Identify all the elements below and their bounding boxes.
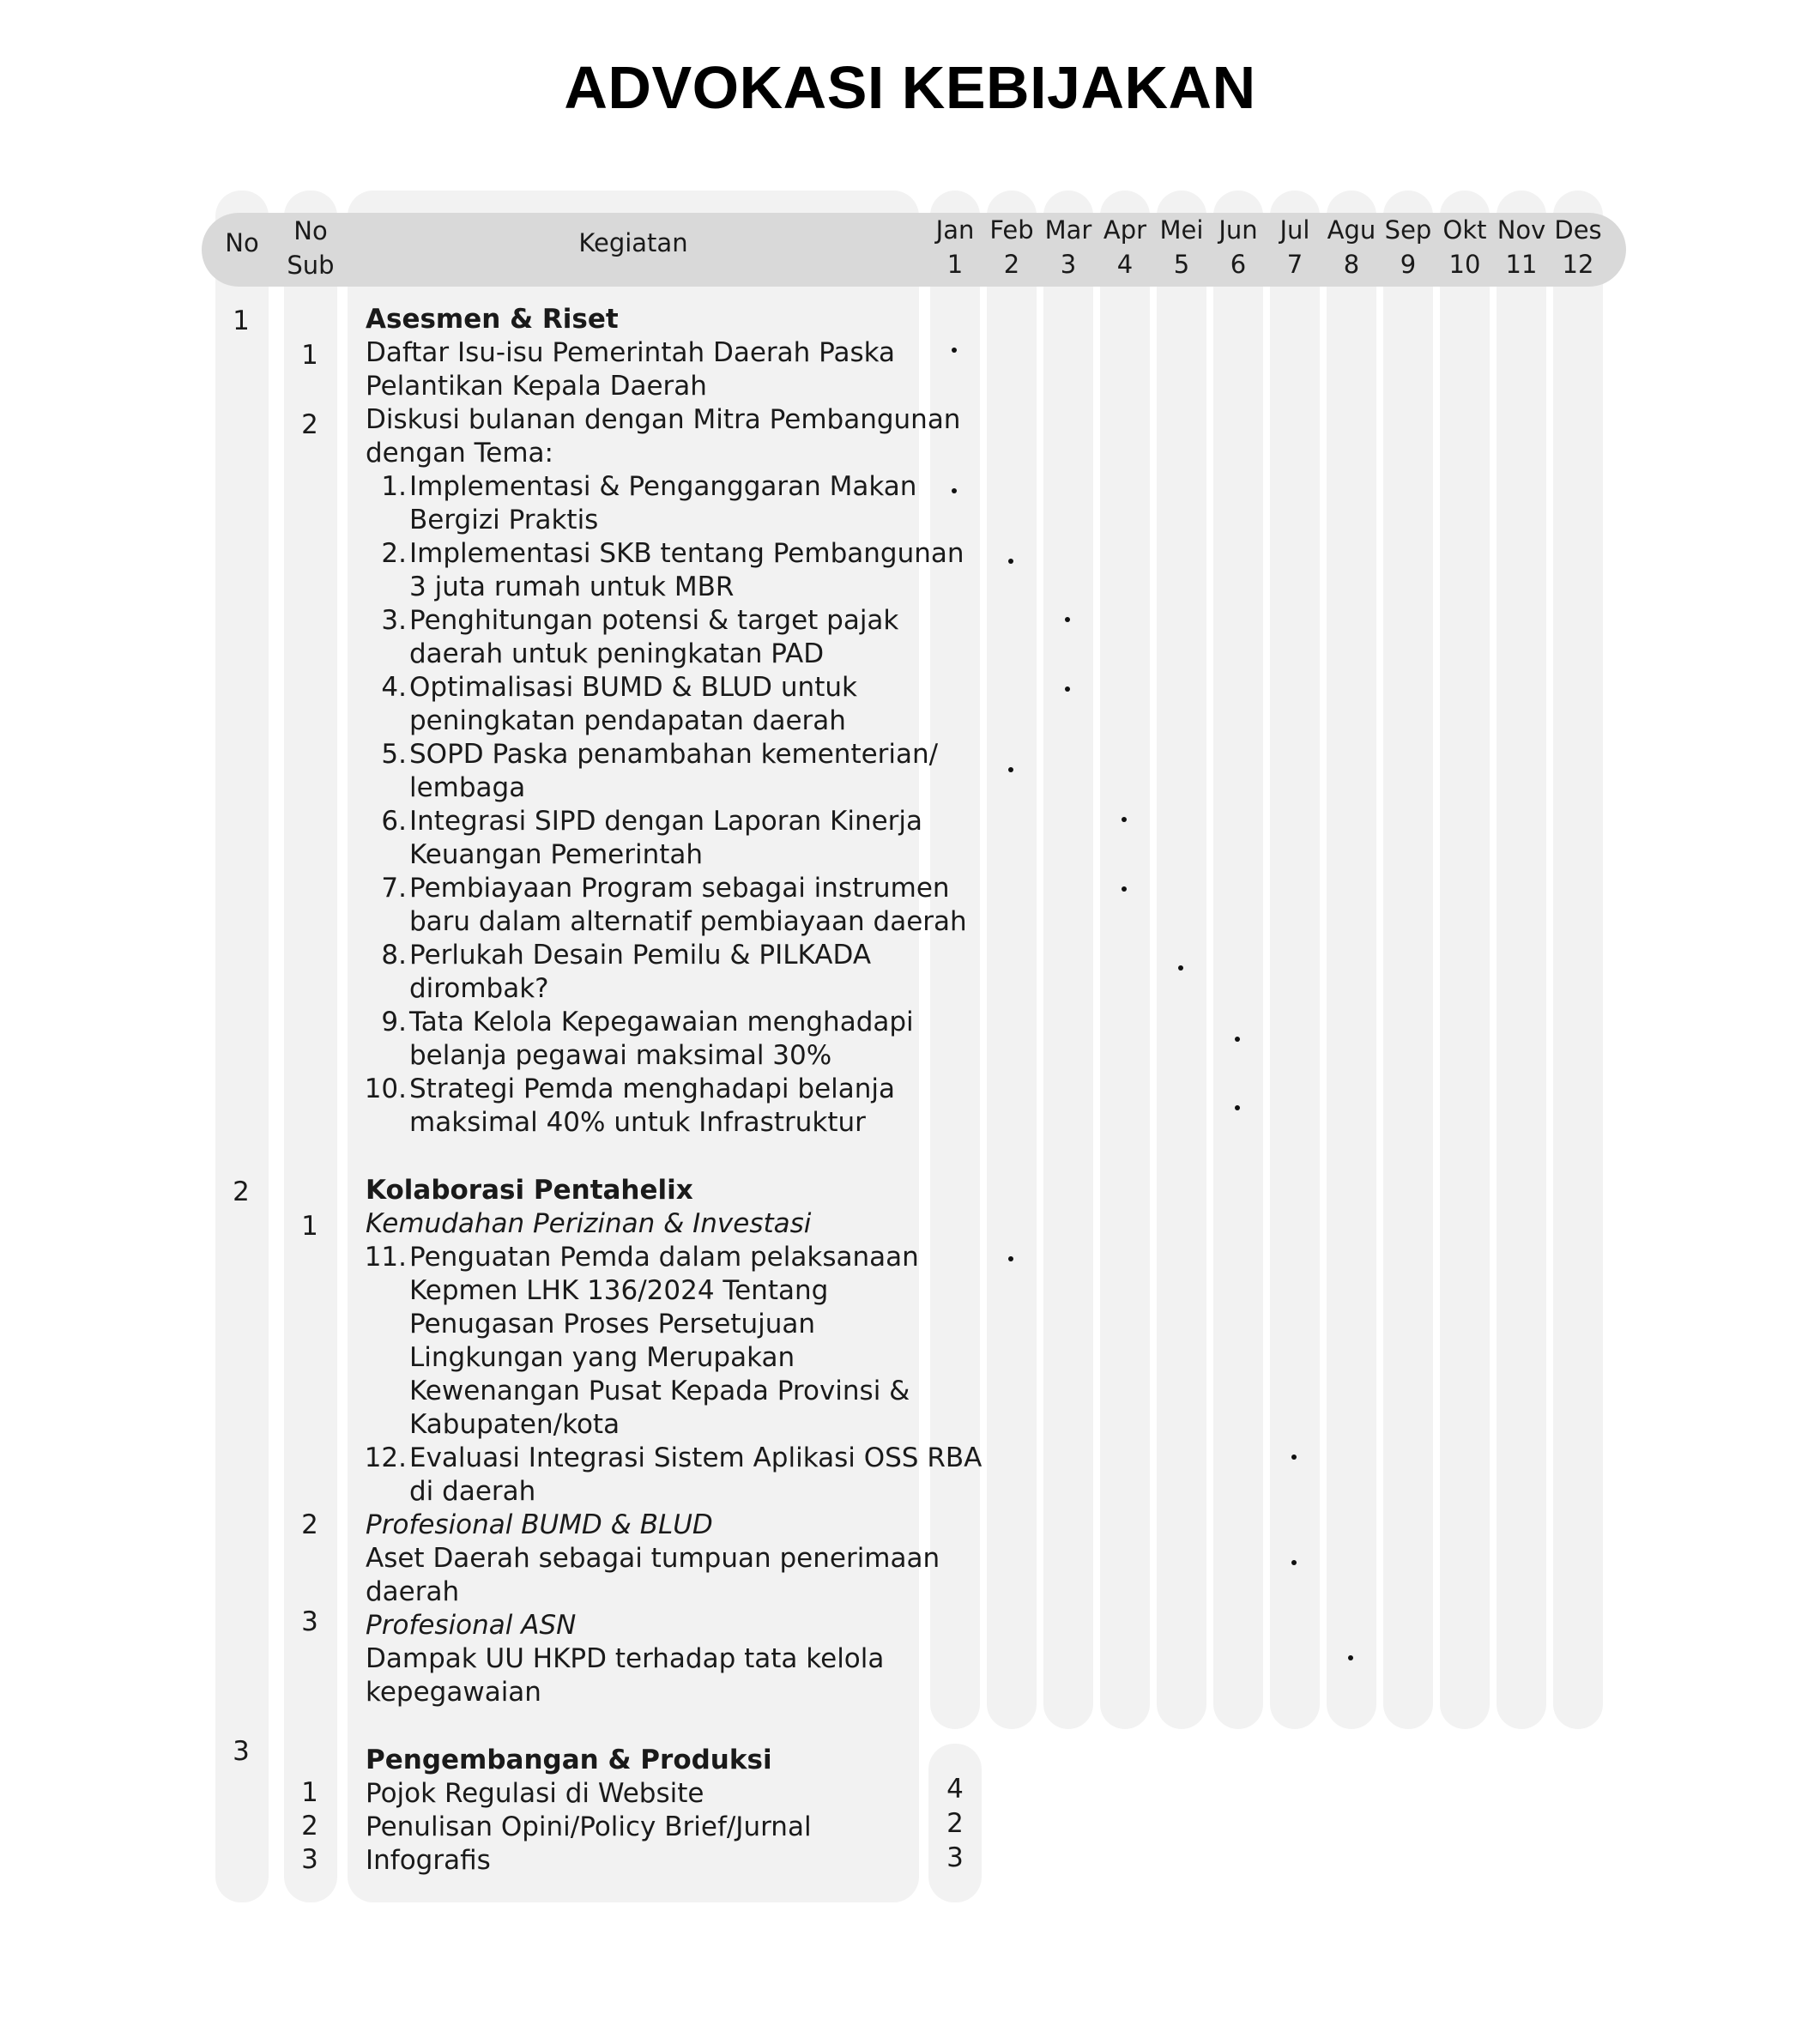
schedule-dot bbox=[1122, 886, 1127, 892]
schedule-dot bbox=[1235, 1105, 1240, 1110]
section-1-sub-2-line2: dengan Tema: bbox=[366, 438, 553, 469]
header-month-name: Apr bbox=[1103, 215, 1147, 245]
list-item-number: 8. bbox=[381, 940, 407, 971]
list-item-text: Implementasi SKB tentang Pembangunan bbox=[409, 538, 964, 569]
schedule-dot bbox=[1122, 817, 1127, 822]
list-item-number: 12. bbox=[364, 1442, 407, 1473]
section-1-sub-1-line2: Pelantikan Kepala Daerah bbox=[366, 371, 707, 402]
list-item-text: Kepmen LHK 136/2024 Tentang bbox=[409, 1275, 829, 1306]
schedule-dot bbox=[1291, 1560, 1297, 1565]
header-month-name: Jul bbox=[1279, 215, 1310, 245]
list-item-number: 5. bbox=[381, 739, 407, 770]
page-title: ADVOKASI KEBIJAKAN bbox=[564, 54, 1256, 121]
list-item-number: 11. bbox=[364, 1242, 407, 1273]
section-3-sub-2-count: 2 bbox=[946, 1808, 964, 1839]
list-item-text: Perlukah Desain Pemilu & PILKADA bbox=[409, 940, 872, 971]
section-1-title: Asesmen & Riset bbox=[366, 304, 619, 335]
section-3-sub-3-label: Infografis bbox=[366, 1845, 491, 1876]
header-month-number: 6 bbox=[1230, 250, 1247, 279]
header-month-number: 2 bbox=[1003, 250, 1020, 279]
list-item-text: di daerah bbox=[409, 1476, 536, 1507]
list-item-text: Implementasi & Penganggaran Makan bbox=[409, 471, 917, 502]
header-month-number: 7 bbox=[1286, 250, 1303, 279]
header-month-number: 4 bbox=[1116, 250, 1134, 279]
list-item-text: baru dalam alternatif pembiayaan daerah bbox=[409, 906, 967, 937]
month-column-2 bbox=[987, 191, 1037, 1729]
schedule-dot bbox=[1065, 686, 1070, 692]
section-2-sub-3-no: 3 bbox=[301, 1606, 318, 1637]
month-column-11 bbox=[1497, 191, 1546, 1729]
col-no-bg bbox=[215, 191, 269, 1902]
list-item-text: Keuangan Pemerintah bbox=[409, 839, 704, 870]
month-column-5 bbox=[1157, 191, 1206, 1729]
month-column-7 bbox=[1270, 191, 1320, 1729]
schedule-dot bbox=[952, 488, 957, 493]
list-item-text: dirombak? bbox=[409, 973, 549, 1004]
section-1-sub-2-no: 2 bbox=[301, 409, 318, 440]
month-column-6 bbox=[1213, 191, 1263, 1729]
list-item-text: Lingkungan yang Merupakan bbox=[409, 1342, 795, 1373]
section-2-sub-2-line1: Aset Daerah sebagai tumpuan penerimaan bbox=[366, 1543, 940, 1574]
header-month-name: Okt bbox=[1442, 215, 1487, 245]
header-month-name: Sep bbox=[1384, 215, 1432, 245]
section-2-title: Kolaborasi Pentahelix bbox=[366, 1175, 693, 1206]
list-item-text: Bergizi Praktis bbox=[409, 505, 599, 535]
schedule-dot bbox=[1065, 617, 1070, 622]
schedule-dot bbox=[1178, 965, 1183, 971]
list-item-text: daerah untuk peningkatan PAD bbox=[409, 638, 825, 669]
schedule-dot bbox=[1235, 1037, 1240, 1042]
list-item-text: Pembiayaan Program sebagai instrumen bbox=[409, 873, 950, 904]
list-item-text: maksimal 40% untuk Infrastruktur bbox=[409, 1107, 866, 1138]
header-month-name: Des bbox=[1554, 215, 1602, 245]
list-item-text: Integrasi SIPD dengan Laporan Kinerja bbox=[409, 806, 923, 837]
header-month-number: 11 bbox=[1505, 250, 1538, 279]
month-column-3 bbox=[1043, 191, 1093, 1729]
section-2-sub-3-heading: Profesional ASN bbox=[366, 1610, 577, 1641]
section-2-sub-1-no: 1 bbox=[301, 1211, 318, 1242]
section-2-sub-2-line2: daerah bbox=[366, 1576, 460, 1607]
section-2-sub-2-heading: Profesional BUMD & BLUD bbox=[366, 1509, 713, 1540]
list-item-text: SOPD Paska penambahan kementerian/ bbox=[409, 739, 939, 770]
section-2-sub-3-line2: kepegawaian bbox=[366, 1677, 541, 1708]
section-3-sub-1-label: Pojok Regulasi di Website bbox=[366, 1778, 704, 1809]
schedule-dot bbox=[1008, 767, 1013, 772]
section-2-sub-1-heading: Kemudahan Perizinan & Investasi bbox=[366, 1208, 812, 1239]
section-1-sub-1-line1: Daftar Isu-isu Pemerintah Daerah Paska bbox=[366, 337, 896, 368]
header-month-name: Jun bbox=[1218, 215, 1258, 245]
list-item-text: Penguatan Pemda dalam pelaksanaan bbox=[409, 1242, 919, 1273]
month-column-4 bbox=[1100, 191, 1150, 1729]
header-month-name: Feb bbox=[989, 215, 1034, 245]
schedule-dot bbox=[1008, 559, 1013, 564]
list-item-text: peningkatan pendapatan daerah bbox=[409, 705, 846, 736]
header-month-number: 3 bbox=[1060, 250, 1077, 279]
section-3-sub-2-no: 2 bbox=[301, 1811, 318, 1842]
month-column-8 bbox=[1327, 191, 1376, 1729]
list-item-text: lembaga bbox=[409, 772, 526, 803]
header-month-name: Agu bbox=[1327, 215, 1376, 245]
header-no-sub-line2: Sub bbox=[287, 251, 335, 280]
list-item-text: Optimalisasi BUMD & BLUD untuk bbox=[409, 672, 857, 703]
schedule-dot bbox=[1348, 1655, 1353, 1660]
list-item-text: Tata Kelola Kepegawaian menghadapi bbox=[409, 1007, 914, 1037]
header-month-number: 5 bbox=[1173, 250, 1190, 279]
list-item-number: 3. bbox=[381, 605, 407, 636]
section-1-no: 1 bbox=[233, 305, 250, 336]
month-column-12 bbox=[1553, 191, 1603, 1729]
header-kegiatan: Kegiatan bbox=[578, 228, 688, 257]
section-1-sub-2-line1: Diskusi bulanan dengan Mitra Pembangunan bbox=[366, 404, 961, 435]
section-3-title: Pengembangan & Produksi bbox=[366, 1745, 772, 1775]
section-3-no: 3 bbox=[233, 1736, 250, 1767]
header-month-number: 1 bbox=[946, 250, 964, 279]
header-month-number: 10 bbox=[1448, 250, 1481, 279]
list-item-text: 3 juta rumah untuk MBR bbox=[409, 572, 735, 602]
month-column-10 bbox=[1440, 191, 1490, 1729]
schedule-dot bbox=[952, 348, 957, 353]
section-3-sub-1-no: 1 bbox=[301, 1777, 318, 1808]
list-item-text: belanja pegawai maksimal 30% bbox=[409, 1040, 832, 1071]
list-item-text: Evaluasi Integrasi Sistem Aplikasi OSS RBA bbox=[409, 1442, 983, 1473]
header-month-name: Mei bbox=[1159, 215, 1204, 245]
header-month-name: Mar bbox=[1044, 215, 1092, 245]
list-item-number: 9. bbox=[381, 1007, 407, 1037]
list-item-number: 4. bbox=[381, 672, 407, 703]
schedule-dot bbox=[1008, 1256, 1013, 1261]
section-2-sub-2-no: 2 bbox=[301, 1509, 318, 1540]
header-no: No bbox=[225, 228, 259, 257]
month-column-9 bbox=[1383, 191, 1433, 1729]
col-nosub-bg bbox=[284, 191, 337, 1902]
header-month-name: Jan bbox=[935, 215, 975, 245]
header-month-number: 8 bbox=[1343, 250, 1360, 279]
list-item-number: 6. bbox=[381, 806, 407, 837]
section-3-sub-3-no: 3 bbox=[301, 1844, 318, 1875]
schedule-dot bbox=[1291, 1454, 1297, 1460]
section-3-sub-3-count: 3 bbox=[946, 1842, 964, 1873]
list-item-text: Strategi Pemda menghadapi belanja bbox=[409, 1073, 896, 1104]
header-no-sub-line1: No bbox=[293, 216, 328, 245]
list-item-text: Penugasan Proses Persetujuan bbox=[409, 1309, 816, 1340]
section-3-sub-2-label: Penulisan Opini/Policy Brief/Jurnal bbox=[366, 1811, 812, 1842]
list-item-text: Kewenangan Pusat Kepada Provinsi & bbox=[409, 1376, 910, 1406]
section-2-no: 2 bbox=[233, 1176, 250, 1207]
section-3-sub-1-count: 4 bbox=[946, 1774, 964, 1805]
header-month-number: 12 bbox=[1562, 250, 1594, 279]
list-item-number: 7. bbox=[381, 873, 407, 904]
section-1-sub-1-no: 1 bbox=[301, 340, 318, 371]
header-month-number: 9 bbox=[1400, 250, 1417, 279]
list-item-text: Penghitungan potensi & target pajak bbox=[409, 605, 899, 636]
list-item-text: Kabupaten/kota bbox=[409, 1409, 620, 1440]
section-2-sub-3-line1: Dampak UU HKPD terhadap tata kelola bbox=[366, 1643, 885, 1674]
list-item-number: 2. bbox=[381, 538, 407, 569]
header-month-name: Nov bbox=[1497, 215, 1546, 245]
list-item-number: 10. bbox=[364, 1073, 407, 1104]
list-item-number: 1. bbox=[381, 471, 407, 502]
